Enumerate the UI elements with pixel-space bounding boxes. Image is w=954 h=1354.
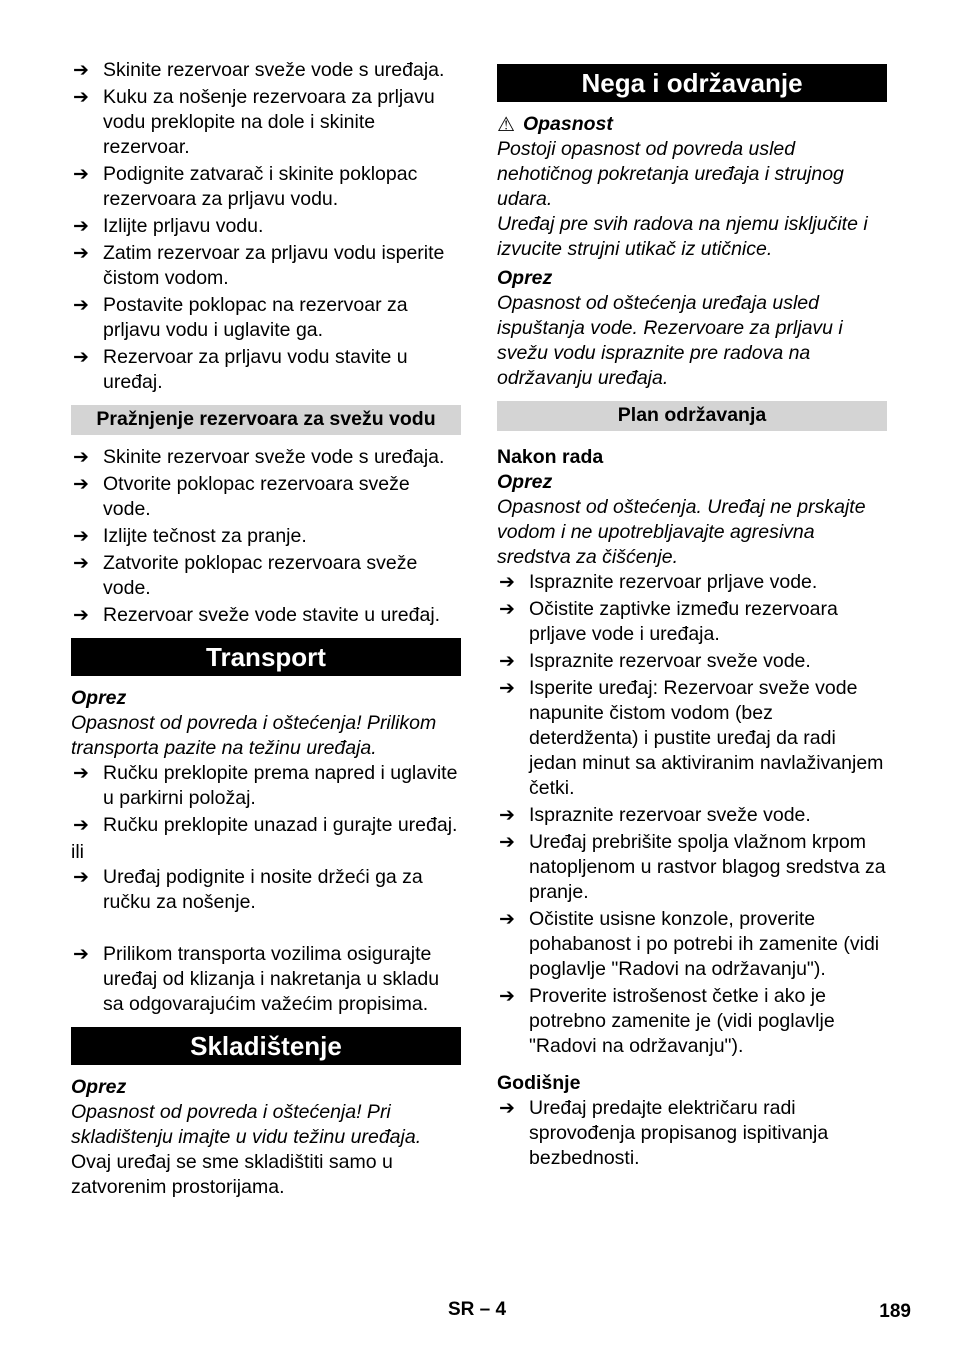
step-text: Zatim rezervoar za prljavu vodu isperite čistom vodom.: [103, 242, 445, 289]
arrow-right-icon: ➔: [499, 832, 515, 853]
step-text: Otvorite poklopac rezervoara sveže vode.: [103, 473, 410, 520]
annual-label: Godišnje: [497, 1072, 581, 1094]
step-text: Prilikom transporta vozilima osigurajte uređaj od klizanja i nakretanja u skladu sa odgovarajućim važećim propisima.: [103, 943, 440, 1015]
storage-note: Ovaj uređaj se sme skladištiti samo u zatvorenim prostorijama.: [71, 1151, 393, 1198]
step-item: [71, 214, 461, 239]
arrow-right-icon: ➔: [499, 678, 515, 699]
arrow-right-icon: ➔: [73, 526, 89, 547]
steps-annual: [497, 1096, 887, 1171]
arrow-right-icon: ➔: [73, 164, 89, 185]
step-item: [71, 603, 461, 628]
step-item: [71, 58, 461, 83]
step-text: Očistite zaptivke između rezervoara prljave vode i uređaja.: [529, 598, 838, 645]
arrow-right-icon: ➔: [73, 243, 89, 264]
step-text: Izlijte prljavu vodu.: [103, 215, 264, 237]
arrow-right-icon: ➔: [73, 60, 89, 81]
arrow-right-icon: ➔: [499, 1098, 515, 1119]
step-item: [497, 570, 887, 595]
step-text: Ručku preklopite unazad i gurajte uređaj.: [103, 814, 458, 836]
after-caution-text: Opasnost od oštećenja. Uređaj ne prskajte vodom i ne upotrebljavajte agresivna sredstva za čišćenje.: [497, 496, 866, 568]
right-column: [497, 58, 887, 1173]
arrow-right-icon: ➔: [73, 295, 89, 316]
danger-label-row: [497, 112, 887, 137]
step-text: Skinite rezervoar sveže vode s uređaja.: [103, 59, 445, 81]
step-item: [71, 865, 461, 915]
step-text: Ispraznite rezervoar sveže vode.: [529, 804, 811, 826]
step-text: Uređaj podignite i nosite držeći ga za ručku za nošenje.: [103, 866, 423, 913]
arrow-right-icon: ➔: [499, 805, 515, 826]
step-text: Uređaj prebrišite spolja vlažnom krpom natopljenom u rastvor blagog sredstva za pranje.: [529, 831, 886, 903]
step-item: [71, 942, 461, 1017]
step-item: [497, 597, 887, 647]
steps-c: [71, 761, 461, 838]
arrow-right-icon: ➔: [73, 447, 89, 468]
left-column: [71, 58, 461, 1200]
step-item: [71, 761, 461, 811]
arrow-right-icon: ➔: [73, 867, 89, 888]
step-item: [71, 293, 461, 343]
arrow-right-icon: ➔: [73, 347, 89, 368]
step-text: Rezervoar za prljavu vodu stavite u uređaj.: [103, 346, 408, 393]
after-work-label: Nakon rada: [497, 446, 604, 468]
arrow-right-icon: ➔: [73, 605, 89, 626]
danger-text-1: Postoji opasnost od povreda usled nehotičnog pokretanja uređaja i strujnog udara.: [497, 138, 844, 210]
storage-caution-label: Oprez: [71, 1076, 127, 1098]
step-item: [71, 524, 461, 549]
arrow-right-icon: ➔: [499, 599, 515, 620]
after-caution-label: Oprez: [497, 471, 553, 493]
step-item: [71, 162, 461, 212]
arrow-right-icon: ➔: [73, 87, 89, 108]
warning-triangle-icon: ⚠: [497, 113, 515, 136]
subheading-maintenance-plan: Plan održavanja: [497, 401, 887, 431]
step-item: [497, 984, 887, 1059]
step-text: Ručku preklopite prema napred i uglavite u parkirni položaj.: [103, 762, 458, 809]
arrow-right-icon: ➔: [499, 909, 515, 930]
spacer: [71, 917, 461, 942]
footer-language-code: SR – 4: [448, 1299, 507, 1320]
step-text: Očistite usisne konzole, proverite pohabanost i po potrebi ih zamenite (vidi poglavlje "Radovi na održavanju").: [529, 908, 880, 980]
arrow-right-icon: ➔: [499, 572, 515, 593]
step-text: Izlijte tečnost za pranje.: [103, 525, 307, 547]
steps-a: [71, 58, 461, 395]
step-text: Uređaj predajte električaru radi sprovođenja propisanog ispitivanja bezbednosti.: [529, 1097, 829, 1169]
footer-page-number: 189: [879, 1301, 911, 1322]
steps-d: [71, 865, 461, 915]
step-item: [497, 803, 887, 828]
step-item: [71, 813, 461, 838]
arrow-right-icon: ➔: [73, 815, 89, 836]
danger-text-2: Uređaj pre svih radova na njemu isključite i izvucite strujni utikač iz utičnice.: [497, 213, 868, 260]
step-item: [497, 830, 887, 905]
danger-label: Opasnost: [522, 113, 613, 135]
steps-after-work: [497, 570, 887, 1059]
steps-e: [71, 942, 461, 1017]
step-item: [71, 85, 461, 160]
step-text: Kuku za nošenje rezervoara za prljavu vodu preklopite na dole i skinite rezervoar.: [103, 86, 435, 158]
step-item: [497, 649, 887, 674]
arrow-right-icon: ➔: [73, 763, 89, 784]
step-text: Skinite rezervoar sveže vode s uređaja.: [103, 446, 445, 468]
step-text: Ispraznite rezervoar prljave vode.: [529, 571, 818, 593]
step-item: [71, 472, 461, 522]
step-item: [497, 1096, 887, 1171]
step-item: [71, 551, 461, 601]
arrow-right-icon: ➔: [73, 216, 89, 237]
heading-storage: Skladištenje: [71, 1027, 461, 1065]
step-text: Isperite uređaj: Rezervoar sveže vode napunite čistom vodom (bez deterdženta) i pustite uređaj da radi jedan minut sa aktiviranim navlaživanjem četki.: [529, 677, 884, 799]
caution-text: Opasnost od oštećenja uređaja usled ispuštanja vode. Rezervoare za prljavu i svežu vodu ispraznite pre radova na održavanju uređaja.: [497, 292, 843, 389]
step-item: [71, 445, 461, 470]
arrow-right-icon: ➔: [73, 944, 89, 965]
transport-caution-label: Oprez: [71, 687, 127, 709]
arrow-right-icon: ➔: [73, 474, 89, 495]
caution-label: Oprez: [497, 267, 553, 289]
arrow-right-icon: ➔: [499, 651, 515, 672]
step-text: Zatvorite poklopac rezervoara sveže vode.: [103, 552, 418, 599]
or-text: ili: [71, 841, 84, 863]
step-text: Proverite istrošenost četke i ako je potrebno zamenite je (vidi poglavlje "Radovi na održavanju").: [529, 985, 835, 1057]
transport-caution-text: Opasnost od povreda i oštećenja! Prilikom transporta pazite na težinu uređaja.: [71, 712, 437, 759]
step-item: [71, 345, 461, 395]
step-item: [497, 676, 887, 801]
storage-caution-text: Opasnost od povreda i oštećenja! Pri skladištenju imajte u vidu težinu uređaja.: [71, 1101, 422, 1148]
arrow-right-icon: ➔: [73, 553, 89, 574]
arrow-right-icon: ➔: [499, 986, 515, 1007]
subheading-fresh-water-emptying: Pražnjenje rezervoara za svežu vodu: [71, 405, 461, 435]
step-item: [497, 907, 887, 982]
step-item: [71, 241, 461, 291]
step-text: Podignite zatvarač i skinite poklopac rezervoara za prljavu vodu.: [103, 163, 418, 210]
heading-care-maintenance: Nega i održavanje: [497, 64, 887, 102]
step-text: Postavite poklopac na rezervoar za prljavu vodu i uglavite ga.: [103, 294, 408, 341]
step-text: Ispraznite rezervoar sveže vode.: [529, 650, 811, 672]
heading-transport: Transport: [71, 638, 461, 676]
step-text: Rezervoar sveže vode stavite u uređaj.: [103, 604, 441, 626]
steps-b: [71, 445, 461, 628]
